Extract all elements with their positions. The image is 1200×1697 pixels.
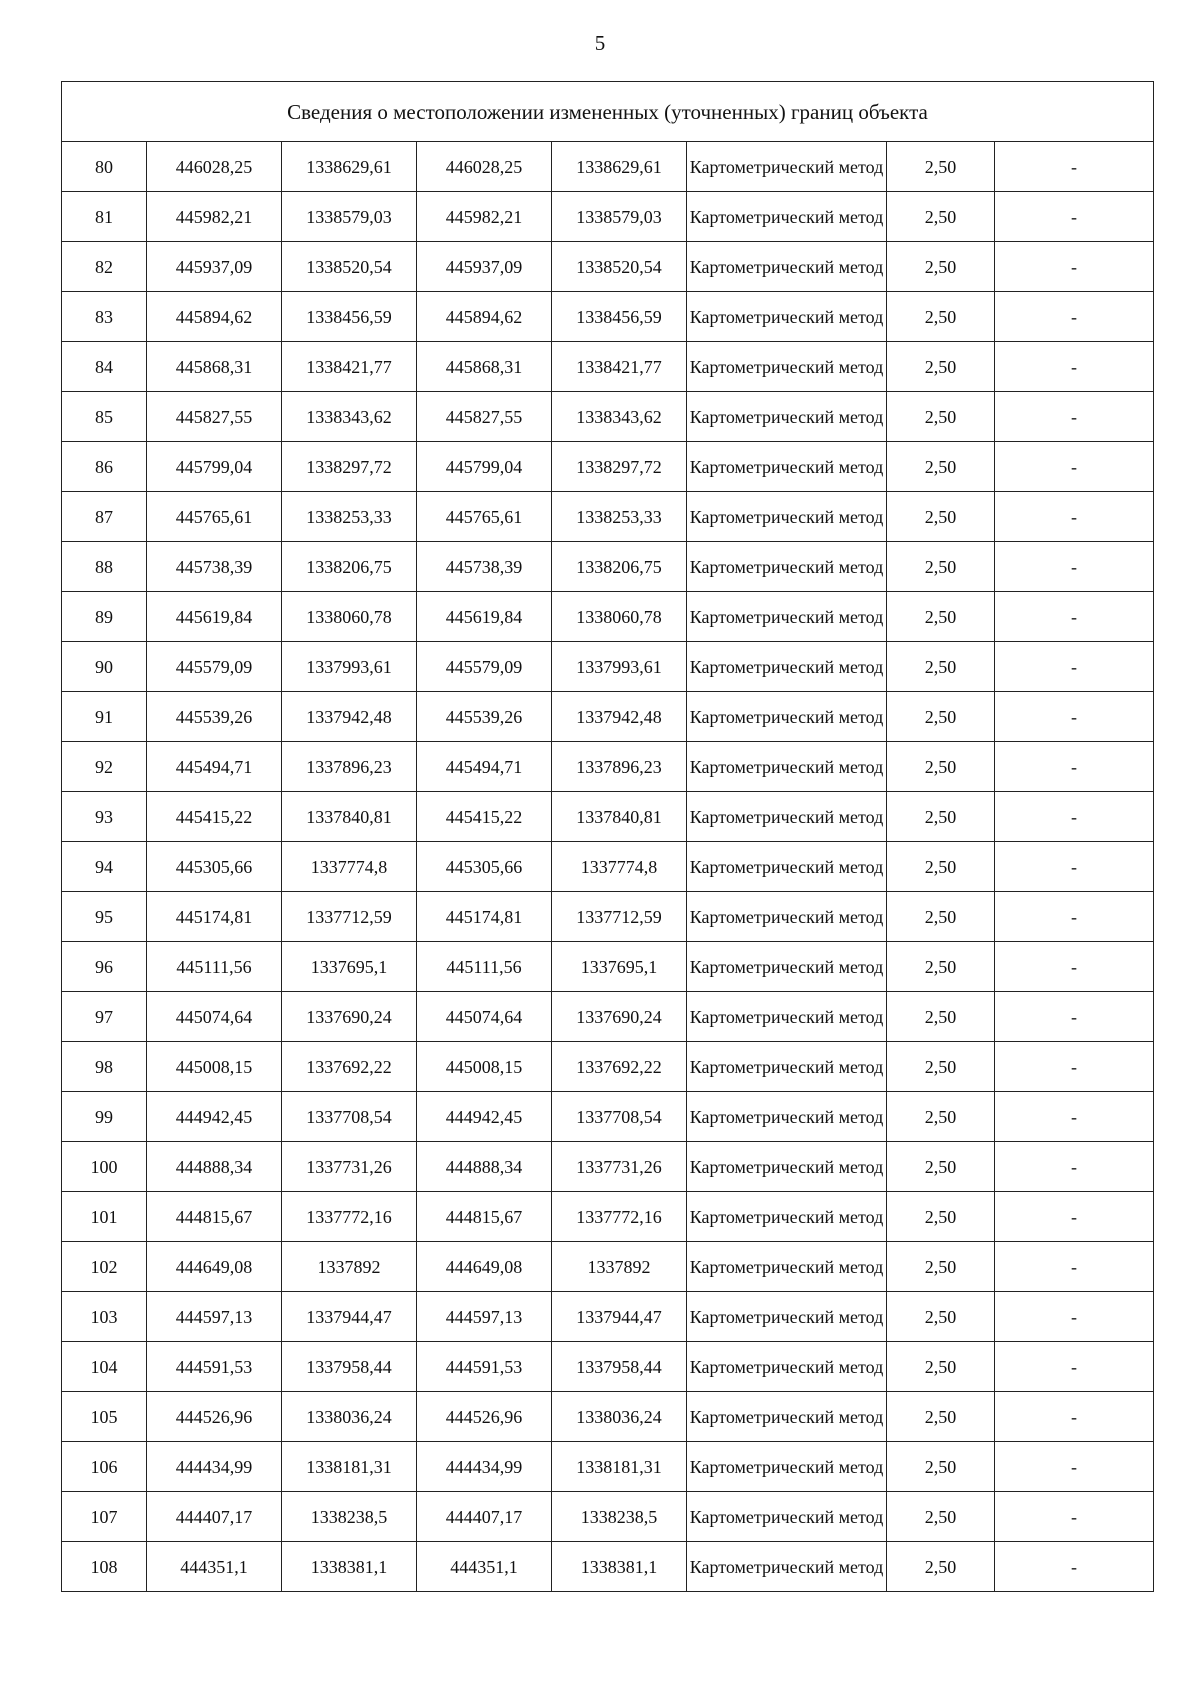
refined-x-cell: 446028,25	[417, 142, 552, 192]
point-number-cell: 101	[62, 1192, 147, 1242]
existing-x-cell: 445539,26	[147, 692, 282, 742]
table-row	[62, 992, 1154, 1042]
existing-x-cell: 445765,61	[147, 492, 282, 542]
accuracy-cell: 2,50	[887, 1292, 995, 1342]
table-row	[62, 592, 1154, 642]
refined-x-cell: 445827,55	[417, 392, 552, 442]
existing-y-cell: 1338253,33	[282, 492, 417, 542]
accuracy-cell: 2,50	[887, 1342, 995, 1392]
refined-y-cell: 1338060,78	[552, 592, 687, 642]
method-cell: Картометрический метод	[687, 1142, 887, 1192]
accuracy-cell: 2,50	[887, 592, 995, 642]
description-cell: -	[995, 1092, 1154, 1142]
table-row	[62, 842, 1154, 892]
existing-x-cell: 445982,21	[147, 192, 282, 242]
accuracy-cell: 2,50	[887, 642, 995, 692]
refined-x-cell: 444649,08	[417, 1242, 552, 1292]
refined-y-cell: 1338253,33	[552, 492, 687, 542]
existing-y-cell: 1338036,24	[282, 1392, 417, 1442]
description-cell: -	[995, 1242, 1154, 1292]
method-cell: Картометрический метод	[687, 1242, 887, 1292]
table-row	[62, 442, 1154, 492]
description-cell: -	[995, 1142, 1154, 1192]
refined-x-cell: 444351,1	[417, 1542, 552, 1592]
description-cell: -	[995, 742, 1154, 792]
existing-x-cell: 445174,81	[147, 892, 282, 942]
table-row	[62, 492, 1154, 542]
description-cell: -	[995, 392, 1154, 442]
accuracy-cell: 2,50	[887, 192, 995, 242]
refined-y-cell: 1338381,1	[552, 1542, 687, 1592]
accuracy-cell: 2,50	[887, 692, 995, 742]
refined-y-cell: 1337958,44	[552, 1342, 687, 1392]
refined-x-cell: 445074,64	[417, 992, 552, 1042]
existing-y-cell: 1337840,81	[282, 792, 417, 842]
table-row	[62, 742, 1154, 792]
refined-x-cell: 444815,67	[417, 1192, 552, 1242]
accuracy-cell: 2,50	[887, 142, 995, 192]
existing-y-cell: 1337772,16	[282, 1192, 417, 1242]
page-number: 5	[594, 31, 606, 55]
accuracy-cell: 2,50	[887, 242, 995, 292]
table-title: Сведения о местоположении измененных (уточненных) границ объекта	[62, 82, 1154, 142]
refined-y-cell: 1338036,24	[552, 1392, 687, 1442]
table-row	[62, 1242, 1154, 1292]
refined-y-cell: 1337708,54	[552, 1092, 687, 1142]
method-cell: Картометрический метод	[687, 142, 887, 192]
table-row	[62, 1392, 1154, 1442]
existing-y-cell: 1338381,1	[282, 1542, 417, 1592]
existing-x-cell: 444597,13	[147, 1292, 282, 1342]
existing-y-cell: 1337958,44	[282, 1342, 417, 1392]
refined-y-cell: 1337944,47	[552, 1292, 687, 1342]
table-row	[62, 242, 1154, 292]
refined-y-cell: 1337712,59	[552, 892, 687, 942]
existing-y-cell: 1337731,26	[282, 1142, 417, 1192]
description-cell: -	[995, 842, 1154, 892]
accuracy-cell: 2,50	[887, 1242, 995, 1292]
refined-x-cell: 444942,45	[417, 1092, 552, 1142]
table-row	[62, 1042, 1154, 1092]
point-number-cell: 85	[62, 392, 147, 442]
accuracy-cell: 2,50	[887, 1042, 995, 1092]
existing-x-cell: 445579,09	[147, 642, 282, 692]
existing-y-cell: 1337708,54	[282, 1092, 417, 1142]
table-row	[62, 192, 1154, 242]
accuracy-cell: 2,50	[887, 392, 995, 442]
refined-y-cell: 1337772,16	[552, 1192, 687, 1242]
refined-x-cell: 445494,71	[417, 742, 552, 792]
description-cell: -	[995, 792, 1154, 842]
table-row	[62, 1492, 1154, 1542]
existing-y-cell: 1338629,61	[282, 142, 417, 192]
description-cell: -	[995, 1542, 1154, 1592]
point-number-cell: 86	[62, 442, 147, 492]
point-number-cell: 105	[62, 1392, 147, 1442]
existing-y-cell: 1338206,75	[282, 542, 417, 592]
description-cell: -	[995, 242, 1154, 292]
description-cell: -	[995, 592, 1154, 642]
method-cell: Картометрический метод	[687, 892, 887, 942]
method-cell: Картометрический метод	[687, 642, 887, 692]
method-cell: Картометрический метод	[687, 1442, 887, 1492]
existing-x-cell: 444942,45	[147, 1092, 282, 1142]
refined-x-cell: 445579,09	[417, 642, 552, 692]
existing-x-cell: 444591,53	[147, 1342, 282, 1392]
existing-x-cell: 445111,56	[147, 942, 282, 992]
description-cell: -	[995, 142, 1154, 192]
existing-x-cell: 445619,84	[147, 592, 282, 642]
accuracy-cell: 2,50	[887, 1442, 995, 1492]
accuracy-cell: 2,50	[887, 442, 995, 492]
refined-x-cell: 445305,66	[417, 842, 552, 892]
refined-x-cell: 445008,15	[417, 1042, 552, 1092]
refined-y-cell: 1337942,48	[552, 692, 687, 742]
existing-y-cell: 1337774,8	[282, 842, 417, 892]
accuracy-cell: 2,50	[887, 292, 995, 342]
refined-y-cell: 1338206,75	[552, 542, 687, 592]
method-cell: Картометрический метод	[687, 1392, 887, 1442]
refined-y-cell: 1338629,61	[552, 142, 687, 192]
table-row	[62, 642, 1154, 692]
existing-y-cell: 1337692,22	[282, 1042, 417, 1092]
point-number-cell: 106	[62, 1442, 147, 1492]
refined-x-cell: 444407,17	[417, 1492, 552, 1542]
existing-y-cell: 1338456,59	[282, 292, 417, 342]
table-row	[62, 1542, 1154, 1592]
method-cell: Картометрический метод	[687, 1342, 887, 1392]
refined-x-cell: 445111,56	[417, 942, 552, 992]
method-cell: Картометрический метод	[687, 1542, 887, 1592]
table-row	[62, 1442, 1154, 1492]
accuracy-cell: 2,50	[887, 1392, 995, 1442]
refined-x-cell: 445539,26	[417, 692, 552, 742]
point-number-cell: 100	[62, 1142, 147, 1192]
existing-x-cell: 444407,17	[147, 1492, 282, 1542]
refined-y-cell: 1337774,8	[552, 842, 687, 892]
accuracy-cell: 2,50	[887, 1092, 995, 1142]
table-row	[62, 342, 1154, 392]
refined-y-cell: 1337840,81	[552, 792, 687, 842]
method-cell: Картометрический метод	[687, 392, 887, 442]
existing-y-cell: 1338520,54	[282, 242, 417, 292]
point-number-cell: 93	[62, 792, 147, 842]
table-row	[62, 542, 1154, 592]
description-cell: -	[995, 692, 1154, 742]
accuracy-cell: 2,50	[887, 492, 995, 542]
existing-y-cell: 1338060,78	[282, 592, 417, 642]
existing-y-cell: 1337942,48	[282, 692, 417, 742]
accuracy-cell: 2,50	[887, 1142, 995, 1192]
point-number-cell: 103	[62, 1292, 147, 1342]
refined-x-cell: 444526,96	[417, 1392, 552, 1442]
existing-y-cell: 1338343,62	[282, 392, 417, 442]
table-row	[62, 292, 1154, 342]
existing-y-cell: 1337944,47	[282, 1292, 417, 1342]
refined-x-cell: 445174,81	[417, 892, 552, 942]
refined-x-cell: 444888,34	[417, 1142, 552, 1192]
point-number-cell: 92	[62, 742, 147, 792]
point-number-cell: 81	[62, 192, 147, 242]
refined-x-cell: 445799,04	[417, 442, 552, 492]
existing-y-cell: 1338297,72	[282, 442, 417, 492]
method-cell: Картометрический метод	[687, 1292, 887, 1342]
point-number-cell: 98	[62, 1042, 147, 1092]
existing-x-cell: 444888,34	[147, 1142, 282, 1192]
table-row	[62, 942, 1154, 992]
description-cell: -	[995, 1492, 1154, 1542]
point-number-cell: 91	[62, 692, 147, 742]
method-cell: Картометрический метод	[687, 842, 887, 892]
existing-x-cell: 445415,22	[147, 792, 282, 842]
method-cell: Картометрический метод	[687, 492, 887, 542]
description-cell: -	[995, 442, 1154, 492]
point-number-cell: 107	[62, 1492, 147, 1542]
description-cell: -	[995, 292, 1154, 342]
table-title-row	[62, 82, 1154, 142]
method-cell: Картометрический метод	[687, 1042, 887, 1092]
refined-y-cell: 1337692,22	[552, 1042, 687, 1092]
point-number-cell: 89	[62, 592, 147, 642]
refined-y-cell: 1338181,31	[552, 1442, 687, 1492]
method-cell: Картометрический метод	[687, 1192, 887, 1242]
description-cell: -	[995, 492, 1154, 542]
method-cell: Картометрический метод	[687, 792, 887, 842]
existing-y-cell: 1337892	[282, 1242, 417, 1292]
method-cell: Картометрический метод	[687, 542, 887, 592]
accuracy-cell: 2,50	[887, 942, 995, 992]
point-number-cell: 82	[62, 242, 147, 292]
accuracy-cell: 2,50	[887, 542, 995, 592]
point-number-cell: 87	[62, 492, 147, 542]
description-cell: -	[995, 1042, 1154, 1092]
existing-x-cell: 444649,08	[147, 1242, 282, 1292]
table-row	[62, 792, 1154, 842]
description-cell: -	[995, 942, 1154, 992]
accuracy-cell: 2,50	[887, 792, 995, 842]
existing-y-cell: 1337896,23	[282, 742, 417, 792]
refined-y-cell: 1337896,23	[552, 742, 687, 792]
description-cell: -	[995, 1192, 1154, 1242]
refined-x-cell: 444597,13	[417, 1292, 552, 1342]
refined-y-cell: 1337690,24	[552, 992, 687, 1042]
accuracy-cell: 2,50	[887, 1492, 995, 1542]
existing-x-cell: 445494,71	[147, 742, 282, 792]
accuracy-cell: 2,50	[887, 892, 995, 942]
existing-y-cell: 1338238,5	[282, 1492, 417, 1542]
description-cell: -	[995, 892, 1154, 942]
refined-y-cell: 1338579,03	[552, 192, 687, 242]
refined-x-cell: 444434,99	[417, 1442, 552, 1492]
existing-y-cell: 1338579,03	[282, 192, 417, 242]
point-number-cell: 99	[62, 1092, 147, 1142]
point-number-cell: 90	[62, 642, 147, 692]
existing-x-cell: 446028,25	[147, 142, 282, 192]
refined-x-cell: 444591,53	[417, 1342, 552, 1392]
point-number-cell: 96	[62, 942, 147, 992]
existing-x-cell: 445305,66	[147, 842, 282, 892]
existing-x-cell: 445937,09	[147, 242, 282, 292]
point-number-cell: 83	[62, 292, 147, 342]
table-row	[62, 1342, 1154, 1392]
method-cell: Картометрический метод	[687, 192, 887, 242]
description-cell: -	[995, 1442, 1154, 1492]
refined-x-cell: 445765,61	[417, 492, 552, 542]
method-cell: Картометрический метод	[687, 292, 887, 342]
accuracy-cell: 2,50	[887, 742, 995, 792]
refined-y-cell: 1338343,62	[552, 392, 687, 442]
point-number-cell: 97	[62, 992, 147, 1042]
method-cell: Картометрический метод	[687, 242, 887, 292]
description-cell: -	[995, 642, 1154, 692]
method-cell: Картометрический метод	[687, 742, 887, 792]
point-number-cell: 94	[62, 842, 147, 892]
method-cell: Картометрический метод	[687, 342, 887, 392]
method-cell: Картометрический метод	[687, 592, 887, 642]
refined-y-cell: 1338520,54	[552, 242, 687, 292]
table-row	[62, 392, 1154, 442]
table-row	[62, 1142, 1154, 1192]
refined-x-cell: 445619,84	[417, 592, 552, 642]
boundary-coordinates-table	[61, 81, 1154, 1592]
refined-y-cell: 1337892	[552, 1242, 687, 1292]
description-cell: -	[995, 1342, 1154, 1392]
refined-x-cell: 445868,31	[417, 342, 552, 392]
refined-y-cell: 1338297,72	[552, 442, 687, 492]
method-cell: Картометрический метод	[687, 992, 887, 1042]
table-row	[62, 1292, 1154, 1342]
existing-x-cell: 444434,99	[147, 1442, 282, 1492]
accuracy-cell: 2,50	[887, 1542, 995, 1592]
existing-y-cell: 1337993,61	[282, 642, 417, 692]
method-cell: Картометрический метод	[687, 442, 887, 492]
existing-x-cell: 445827,55	[147, 392, 282, 442]
point-number-cell: 88	[62, 542, 147, 592]
refined-y-cell: 1338456,59	[552, 292, 687, 342]
existing-y-cell: 1337695,1	[282, 942, 417, 992]
method-cell: Картометрический метод	[687, 942, 887, 992]
table-row	[62, 1092, 1154, 1142]
refined-y-cell: 1337695,1	[552, 942, 687, 992]
point-number-cell: 108	[62, 1542, 147, 1592]
method-cell: Картометрический метод	[687, 692, 887, 742]
method-cell: Картометрический метод	[687, 1092, 887, 1142]
point-number-cell: 104	[62, 1342, 147, 1392]
description-cell: -	[995, 542, 1154, 592]
description-cell: -	[995, 192, 1154, 242]
description-cell: -	[995, 992, 1154, 1042]
existing-y-cell: 1338421,77	[282, 342, 417, 392]
existing-x-cell: 445738,39	[147, 542, 282, 592]
point-number-cell: 84	[62, 342, 147, 392]
method-cell: Картометрический метод	[687, 1492, 887, 1542]
existing-x-cell: 445799,04	[147, 442, 282, 492]
existing-x-cell: 444526,96	[147, 1392, 282, 1442]
refined-x-cell: 445415,22	[417, 792, 552, 842]
refined-x-cell: 445738,39	[417, 542, 552, 592]
existing-x-cell: 444351,1	[147, 1542, 282, 1592]
existing-y-cell: 1338181,31	[282, 1442, 417, 1492]
refined-y-cell: 1338421,77	[552, 342, 687, 392]
refined-x-cell: 445982,21	[417, 192, 552, 242]
table-row	[62, 692, 1154, 742]
existing-y-cell: 1337712,59	[282, 892, 417, 942]
existing-x-cell: 445008,15	[147, 1042, 282, 1092]
existing-x-cell: 445894,62	[147, 292, 282, 342]
existing-y-cell: 1337690,24	[282, 992, 417, 1042]
refined-x-cell: 445937,09	[417, 242, 552, 292]
description-cell: -	[995, 1292, 1154, 1342]
existing-x-cell: 445074,64	[147, 992, 282, 1042]
refined-y-cell: 1338238,5	[552, 1492, 687, 1542]
table-row	[62, 1192, 1154, 1242]
table-row	[62, 142, 1154, 192]
point-number-cell: 102	[62, 1242, 147, 1292]
existing-x-cell: 445868,31	[147, 342, 282, 392]
point-number-cell: 95	[62, 892, 147, 942]
refined-y-cell: 1337731,26	[552, 1142, 687, 1192]
point-number-cell: 80	[62, 142, 147, 192]
accuracy-cell: 2,50	[887, 342, 995, 392]
accuracy-cell: 2,50	[887, 1192, 995, 1242]
existing-x-cell: 444815,67	[147, 1192, 282, 1242]
refined-y-cell: 1337993,61	[552, 642, 687, 692]
refined-x-cell: 445894,62	[417, 292, 552, 342]
accuracy-cell: 2,50	[887, 842, 995, 892]
description-cell: -	[995, 342, 1154, 392]
table-row	[62, 892, 1154, 942]
accuracy-cell: 2,50	[887, 992, 995, 1042]
description-cell: -	[995, 1392, 1154, 1442]
